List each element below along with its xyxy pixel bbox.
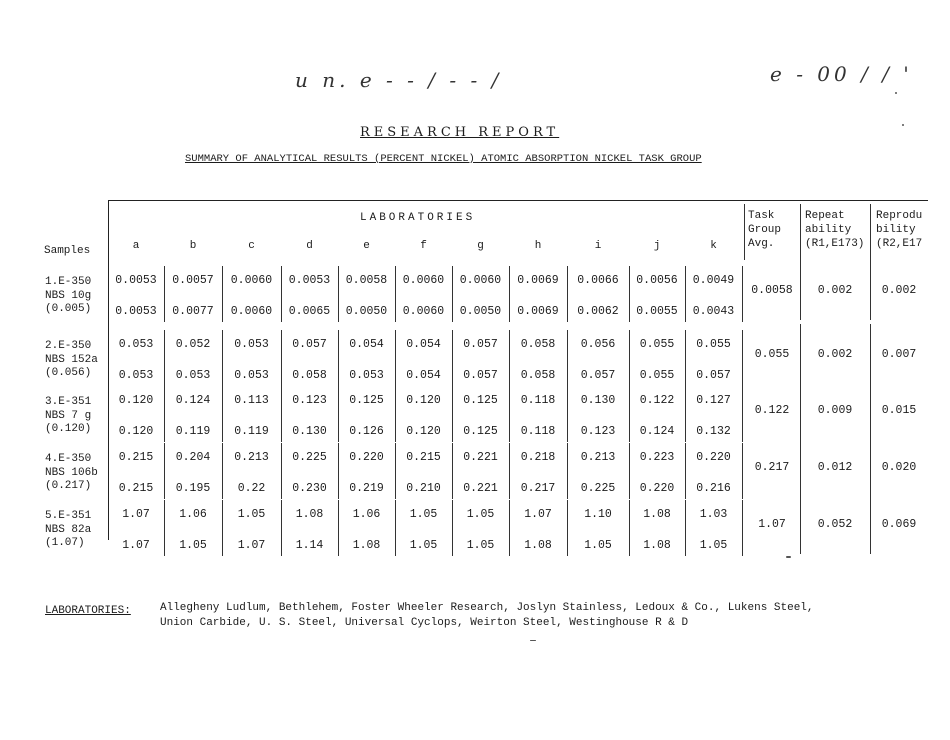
column-separator [338, 330, 339, 386]
column-separator [629, 500, 630, 556]
column-separator [164, 500, 165, 556]
lab-value-cell: 0.0066 [577, 274, 619, 287]
lab-value-cell: 1.05 [179, 539, 207, 552]
column-separator [222, 386, 223, 442]
task-group-avg-cell: 0.0058 [751, 284, 793, 297]
lab-value-cell: 0.058 [520, 369, 556, 382]
repeat-header-line: ability [805, 224, 852, 236]
column-separator [567, 500, 568, 556]
repeatability-cell: 0.012 [817, 461, 853, 474]
lab-value-cell: 0.130 [580, 394, 616, 407]
column-separator [452, 330, 453, 386]
lab-value-cell: 0.055 [639, 369, 675, 382]
lab-value-cell: 0.124 [639, 425, 675, 438]
column-separator [509, 330, 510, 386]
reproducibility-cell: 0.015 [881, 404, 917, 417]
lab-value-cell: 1.07 [122, 508, 150, 521]
lab-value-cell: 0.058 [520, 338, 556, 351]
lab-value-cell: 0.0053 [115, 305, 157, 318]
column-separator [281, 500, 282, 556]
lab-value-cell: 0.0053 [288, 274, 331, 287]
lab-column-header: d [306, 240, 313, 252]
lab-value-cell: 0.0060 [402, 274, 445, 287]
sample-label-line: 1.E-350 [45, 276, 92, 288]
lab-value-cell: 0.056 [580, 338, 616, 351]
column-separator [629, 386, 630, 442]
lab-column-header: k [710, 240, 717, 252]
lab-value-cell: 0.0060 [402, 305, 445, 318]
lab-value-cell: 0.220 [349, 451, 384, 464]
lab-value-cell: 0.204 [175, 451, 211, 464]
column-separator [509, 443, 510, 499]
lab-value-cell: 1.03 [699, 508, 728, 521]
lab-value-cell: 1.05 [409, 508, 438, 521]
avg-header-line: Task [748, 210, 775, 222]
lab-value-cell: 0.053 [118, 369, 154, 382]
lab-value-cell: 1.06 [179, 508, 207, 521]
lab-value-cell: 0.215 [406, 451, 441, 464]
lab-value-cell: 1.05 [409, 539, 438, 552]
lab-value-cell: 1.05 [699, 539, 728, 552]
lab-value-cell: 0.055 [639, 338, 675, 351]
lab-value-cell: 1.05 [466, 539, 495, 552]
column-separator [222, 330, 223, 386]
column-separator [164, 330, 165, 386]
sample-label-line: NBS 106b [45, 466, 98, 479]
lab-value-cell: 0.0043 [692, 305, 735, 318]
lab-value-cell: 0.0062 [577, 305, 619, 318]
lab-value-cell: 1.08 [524, 539, 552, 552]
sample-label-line: NBS 10g [45, 289, 92, 302]
column-separator [629, 266, 630, 322]
lab-value-cell: 0.0069 [517, 305, 559, 318]
lab-column-header: c [248, 240, 255, 252]
lab-value-cell: 0.053 [118, 338, 154, 351]
lab-value-cell: 1.14 [295, 539, 324, 552]
lab-value-cell: 0.052 [175, 338, 211, 351]
column-separator [742, 500, 743, 556]
column-separator [509, 386, 510, 442]
lab-value-cell: 1.07 [237, 539, 266, 552]
report-subtitle: SUMMARY OF ANALYTICAL RESULTS (PERCENT NICKEL) ATOMIC ABSORPTION NICKEL TASK GROUP [185, 153, 702, 165]
lab-value-cell: 1.06 [352, 508, 381, 521]
column-separator [629, 330, 630, 386]
column-separator [452, 386, 453, 442]
repeat-header-line: (R1,E173) [805, 238, 865, 250]
footer-labs-line-2: Union Carbide, U. S. Steel, Universal Cyclops, Weirton Steel, Westinghouse R & D [160, 617, 689, 629]
lab-value-cell: 0.230 [292, 482, 327, 495]
lab-column-header: g [477, 240, 484, 252]
lab-value-cell: 1.08 [295, 508, 324, 521]
footer-label: LABORATORIES: [45, 605, 131, 617]
scan-speck [895, 92, 897, 94]
column-separator [742, 266, 743, 322]
lab-value-cell: 0.120 [118, 394, 154, 407]
sample-label [45, 276, 91, 317]
task-group-avg-cell: 1.07 [758, 518, 786, 531]
header-separator [744, 204, 745, 260]
lab-value-cell: 0.210 [406, 482, 441, 495]
repeatability-header [805, 209, 864, 251]
laboratories-header: LABORATORIES [360, 212, 476, 224]
header-separator [870, 204, 871, 260]
column-separator [509, 266, 510, 322]
column-separator [685, 500, 686, 556]
lab-value-cell: 0.053 [234, 338, 269, 351]
column-separator [281, 386, 282, 442]
lab-value-cell: 0.120 [406, 394, 441, 407]
lab-column-header: j [653, 240, 661, 252]
column-separator [164, 443, 165, 499]
lab-value-cell: 0.118 [520, 394, 556, 407]
column-separator [395, 500, 396, 556]
column-separator [567, 443, 568, 499]
repeatability-cell: 0.002 [817, 284, 853, 297]
lab-value-cell: 0.054 [406, 338, 441, 351]
lab-value-cell: 0.223 [639, 451, 675, 464]
lab-column-header: b [189, 240, 197, 252]
column-separator [685, 443, 686, 499]
column-separator [164, 386, 165, 442]
column-separator [281, 443, 282, 499]
column-separator [742, 330, 743, 386]
column-separator [452, 443, 453, 499]
lab-value-cell: 0.215 [118, 482, 154, 495]
lab-value-cell: 0.0057 [172, 274, 214, 287]
lab-value-cell: 0.054 [406, 369, 441, 382]
avg-header-line: Group [748, 224, 782, 236]
lab-value-cell: 0.057 [696, 369, 731, 382]
sample-label-line: NBS 82a [45, 523, 92, 536]
lab-value-cell: 0.125 [463, 425, 498, 438]
lab-value-cell: 0.0077 [172, 305, 214, 318]
column-separator [338, 266, 339, 322]
lab-value-cell: 0.053 [175, 369, 211, 382]
lab-value-cell: 0.195 [175, 482, 211, 495]
sample-label-line: 4.E-350 [45, 453, 92, 465]
lab-value-cell: 0.120 [406, 425, 441, 438]
column-separator [742, 443, 743, 499]
sample-label [45, 396, 91, 437]
lab-value-cell: 0.118 [520, 425, 556, 438]
lab-value-cell: 0.053 [349, 369, 384, 382]
scan-speck [530, 640, 536, 641]
reprod-header-line: (R2,E17 [876, 238, 923, 250]
column-separator [281, 266, 282, 322]
lab-value-cell: 1.10 [584, 508, 612, 521]
column-separator [281, 330, 282, 386]
header-separator [800, 204, 801, 260]
lab-value-cell: 0.125 [463, 394, 498, 407]
task-group-avg-header [748, 209, 781, 251]
lab-value-cell: 0.0069 [517, 274, 559, 287]
task-group-avg-cell: 0.122 [754, 404, 790, 417]
lab-value-cell: 1.05 [237, 508, 266, 521]
lab-value-cell: 0.215 [118, 451, 154, 464]
lab-value-cell: 0.218 [520, 451, 556, 464]
sample-label-line: NBS 152a [45, 353, 98, 366]
sample-label-line: 2.E-350 [45, 340, 92, 352]
lab-value-cell: 0.0060 [459, 274, 502, 287]
lab-value-cell: 0.221 [463, 482, 498, 495]
samples-header: Samples [44, 245, 91, 257]
column-separator [338, 443, 339, 499]
column-separator [395, 443, 396, 499]
reproducibility-cell: 0.007 [881, 348, 917, 361]
lab-value-cell: 0.0053 [115, 274, 157, 287]
lab-value-cell: 0.22 [237, 482, 266, 495]
lab-value-cell: 0.123 [580, 425, 616, 438]
column-separator [395, 266, 396, 322]
lab-value-cell: 0.0049 [692, 274, 735, 287]
lab-value-cell: 1.08 [643, 508, 671, 521]
handwritten-annotation: u n. e - - / - - / [295, 68, 503, 92]
lab-value-cell: 0.132 [696, 425, 731, 438]
column-separator [222, 443, 223, 499]
lab-value-cell: 0.119 [234, 425, 269, 438]
lab-value-cell: 0.0060 [230, 305, 273, 318]
column-separator [395, 330, 396, 386]
reproducibility-cell: 0.002 [881, 284, 917, 297]
scan-speck [786, 556, 791, 558]
lab-value-cell: 0.122 [639, 394, 675, 407]
column-separator [452, 500, 453, 556]
lab-value-cell: 1.05 [466, 508, 495, 521]
reproducibility-header [876, 209, 922, 251]
column-separator [509, 500, 510, 556]
lab-value-cell: 0.057 [463, 369, 498, 382]
lab-value-cell: 1.07 [524, 508, 552, 521]
lab-value-cell: 0.127 [696, 394, 731, 407]
column-separator [452, 266, 453, 322]
sample-label [45, 510, 91, 551]
lab-value-cell: 0.130 [292, 425, 327, 438]
lab-value-cell: 0.0050 [459, 305, 502, 318]
column-separator [567, 266, 568, 322]
lab-value-cell: 0.221 [463, 451, 498, 464]
column-separator [222, 266, 223, 322]
repeat-header-line: Repeat [805, 210, 845, 222]
handwritten-page-number: e - 00 / / ' [770, 62, 913, 86]
avg-header-line: Avg. [748, 238, 775, 250]
column-separator [164, 266, 165, 322]
lab-value-cell: 0.217 [520, 482, 556, 495]
repeatability-cell: 0.052 [817, 518, 853, 531]
lab-value-cell: 0.0055 [636, 305, 678, 318]
lab-value-cell: 1.07 [122, 539, 150, 552]
lab-value-cell: 0.225 [580, 482, 616, 495]
column-separator [338, 386, 339, 442]
sample-label-line: 5.E-351 [45, 510, 92, 522]
column-separator [567, 330, 568, 386]
column-separator [629, 443, 630, 499]
lab-value-cell: 0.124 [175, 394, 211, 407]
lab-value-cell: 0.057 [292, 338, 327, 351]
lab-value-cell: 0.225 [292, 451, 327, 464]
column-separator [222, 500, 223, 556]
lab-value-cell: 0.220 [639, 482, 675, 495]
column-separator [567, 386, 568, 442]
lab-value-cell: 1.08 [352, 539, 381, 552]
lab-value-cell: 0.113 [234, 394, 269, 407]
lab-value-cell: 0.0058 [345, 274, 388, 287]
lab-value-cell: 0.0056 [636, 274, 678, 287]
lab-value-cell: 0.0065 [288, 305, 331, 318]
sample-label-line: (0.120) [45, 423, 92, 435]
lab-column-header: i [594, 240, 602, 252]
lab-value-cell: 0.123 [292, 394, 327, 407]
task-group-avg-cell: 0.055 [754, 348, 790, 361]
column-separator [395, 386, 396, 442]
lab-value-cell: 0.213 [234, 451, 269, 464]
lab-value-cell: 0.055 [696, 338, 731, 351]
sample-label [45, 340, 98, 381]
column-separator [685, 386, 686, 442]
lab-value-cell: 0.220 [696, 451, 731, 464]
reproducibility-cell: 0.069 [881, 518, 917, 531]
sample-label-line: (0.217) [45, 480, 92, 492]
lab-value-cell: 0.057 [463, 338, 498, 351]
lab-value-cell: 0.058 [292, 369, 327, 382]
lab-value-cell: 0.213 [580, 451, 616, 464]
sample-label [45, 453, 98, 494]
column-separator [685, 266, 686, 322]
lab-column-header: h [534, 240, 542, 252]
sample-label-line: 3.E-351 [45, 396, 92, 408]
lab-value-cell: 1.05 [584, 539, 612, 552]
column-separator [685, 330, 686, 386]
report-title: RESEARCH REPORT [360, 125, 560, 140]
lab-value-cell: 0.0060 [230, 274, 273, 287]
column-separator [742, 386, 743, 442]
repeatability-cell: 0.009 [817, 404, 853, 417]
sample-label-line: (0.005) [45, 303, 92, 315]
lab-value-cell: 0.216 [696, 482, 731, 495]
column-separator [338, 500, 339, 556]
lab-value-cell: 0.125 [349, 394, 384, 407]
sample-label-line: (0.056) [45, 367, 92, 379]
reprod-header-line: bility [876, 224, 916, 236]
lab-value-cell: 0.120 [118, 425, 154, 438]
repeatability-cell: 0.002 [817, 348, 853, 361]
lab-column-header: e [363, 240, 370, 252]
lab-value-cell: 0.126 [349, 425, 384, 438]
reprod-header-line: Reprodu [876, 210, 923, 222]
lab-value-cell: 0.219 [349, 482, 384, 495]
lab-column-header: a [132, 240, 140, 252]
lab-value-cell: 0.054 [349, 338, 384, 351]
task-group-avg-cell: 0.217 [754, 461, 790, 474]
sample-label-line: NBS 7 g [45, 409, 92, 422]
table-top-rule [108, 200, 928, 201]
sample-label-line: (1.07) [45, 537, 85, 549]
lab-value-cell: 0.119 [175, 425, 211, 438]
reproducibility-cell: 0.020 [881, 461, 917, 474]
lab-value-cell: 0.057 [580, 369, 616, 382]
lab-value-cell: 1.08 [643, 539, 671, 552]
lab-column-header: f [420, 240, 427, 252]
footer-labs-line-1: Allegheny Ludlum, Bethlehem, Foster Wheeler Research, Joslyn Stainless, Ledoux & Co., Lukens Steel, [160, 602, 814, 614]
lab-value-cell: 0.0050 [345, 305, 388, 318]
scan-speck [902, 124, 904, 126]
lab-value-cell: 0.053 [234, 369, 269, 382]
